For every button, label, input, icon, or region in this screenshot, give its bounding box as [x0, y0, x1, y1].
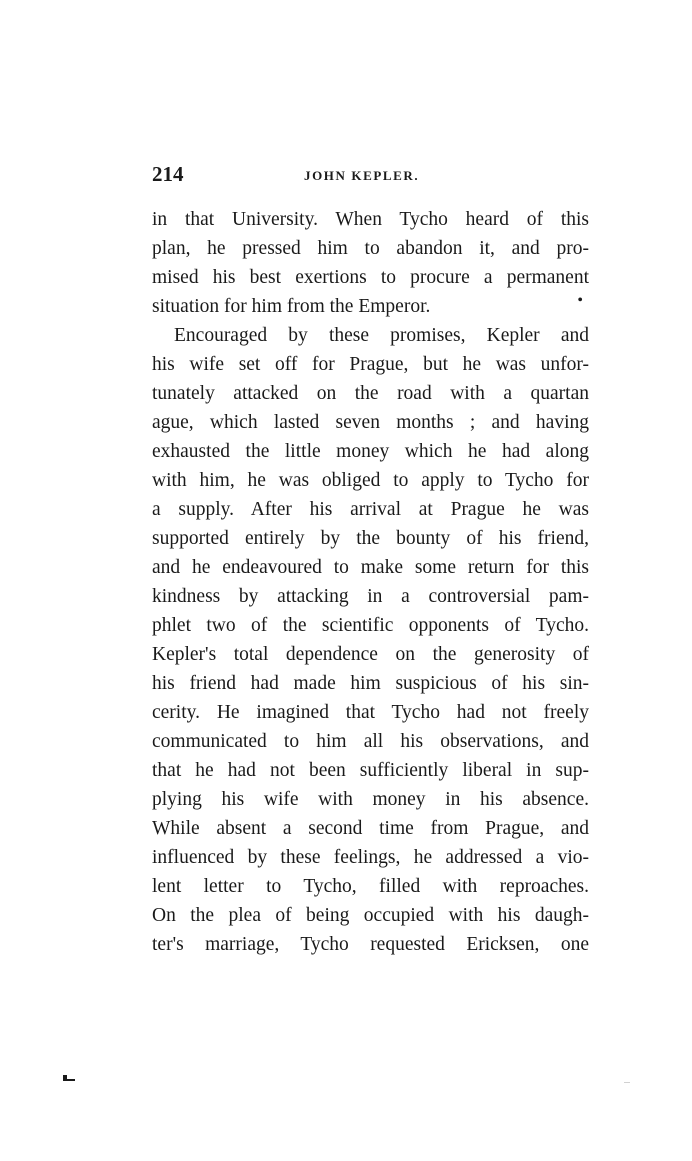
text-line: his friend had made him suspicious of his sin- — [152, 673, 589, 694]
text-line: plan, he pressed him to abandon it, and pro- — [152, 238, 589, 259]
text-line: that he had not been sufficiently liberal in sup- — [152, 760, 589, 781]
body-text — [152, 205, 589, 959]
page-header — [152, 162, 592, 192]
text-line: situation for him from the Emperor. — [152, 296, 431, 317]
text-line: kindness by attacking in a controversial pam- — [152, 586, 589, 607]
text-line: While absent a second time from Prague, and — [152, 818, 589, 839]
paragraph-end-line — [152, 292, 589, 321]
text-line: Encouraged by these promises, Kepler and — [174, 325, 589, 346]
text-line: cerity. He imagined that Tycho had not freely — [152, 702, 589, 723]
text-line: influenced by these feelings, he addressed a vio- — [152, 847, 589, 868]
text-line: On the plea of being occupied with his daugh- — [152, 905, 589, 926]
running-title: JOHN KEPLER. — [304, 168, 420, 183]
text-line: in that University. When Tycho heard of this — [152, 209, 589, 230]
text-line: tunately attacked on the road with a quartan — [152, 383, 589, 404]
text-line: lent letter to Tycho, filled with reproaches. — [152, 876, 589, 897]
text-line: mised his best exertions to procure a permanent — [152, 267, 589, 288]
text-line: Kepler's total dependence on the generosity of — [152, 644, 589, 665]
text-line: phlet two of the scientific opponents of Tycho. — [152, 615, 589, 636]
text-line: ter's marriage, Tycho requested Ericksen, one — [152, 934, 589, 955]
text-line: ague, which lasted seven months ; and having — [152, 412, 589, 433]
text-line: a supply. After his arrival at Prague he was — [152, 499, 589, 520]
text-line: plying his wife with money in his absence. — [152, 789, 589, 810]
page-number: 214 — [152, 162, 184, 186]
text-line: and he endeavoured to make some return for this — [152, 557, 589, 578]
text-line: supported entirely by the bounty of his friend, — [152, 528, 589, 549]
corner-mark: ... — [624, 1076, 630, 1085]
scan-mark — [63, 1075, 75, 1081]
stray-dot: • — [577, 292, 583, 309]
text-line: his wife set off for Prague, but he was unfor- — [152, 354, 589, 375]
text-line: with him, he was obliged to apply to Tycho for — [152, 470, 589, 491]
text-line: communicated to him all his observations, and — [152, 731, 589, 752]
text-line: exhausted the little money which he had along — [152, 441, 589, 462]
